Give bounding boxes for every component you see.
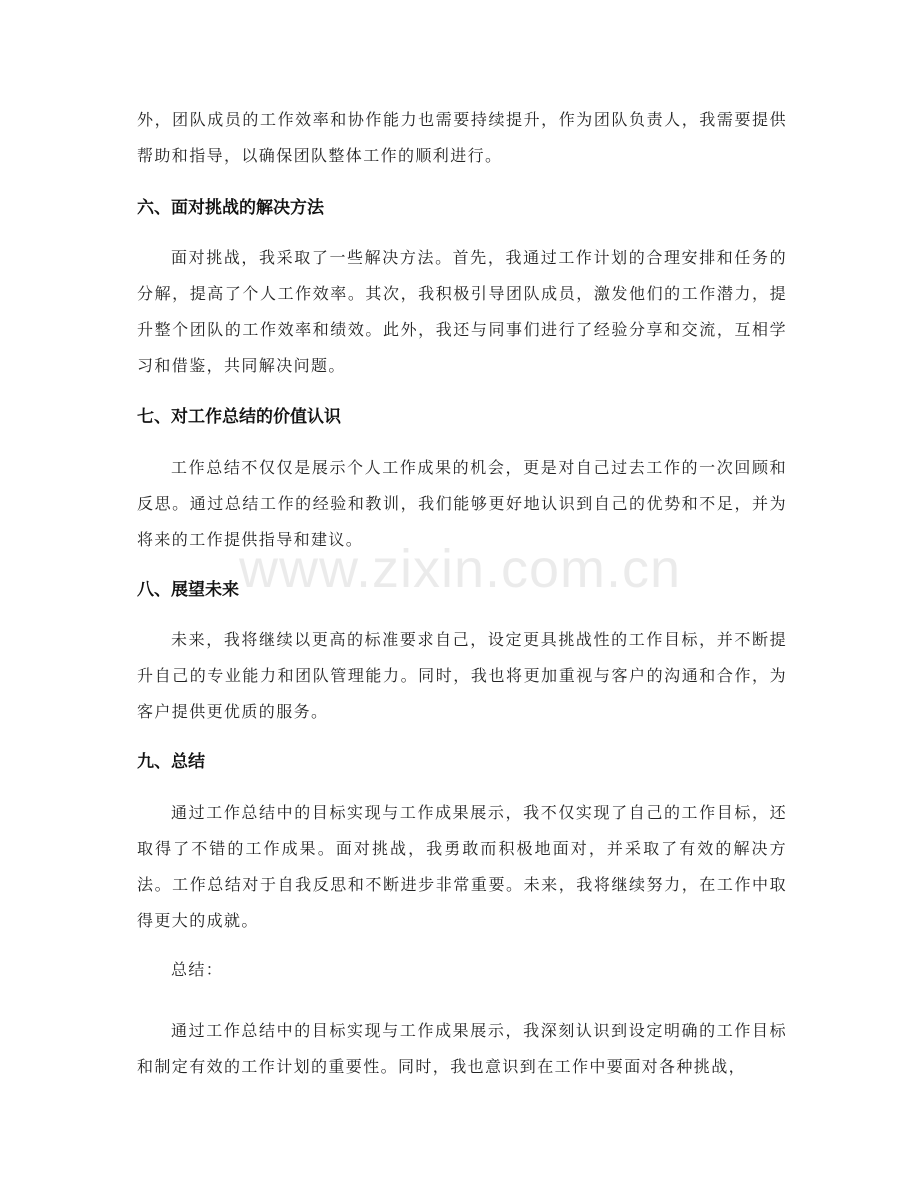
section-heading-6: 六、面对挑战的解决方法 — [137, 198, 324, 218]
paragraph-summary-label: 总结： — [171, 960, 224, 979]
paragraph-intro-continuation: 外，团队成员的工作效率和协作能力也需要持续提升，作为团队负责人，我需要提供帮助和指导，以确保团队整体工作的顺利进行。 — [137, 110, 787, 165]
section-heading-8: 八、展望未来 — [137, 580, 239, 600]
paragraph-final-summary: 通过工作总结中的目标实现与工作成果展示，我深刻认识到设定明确的工作目标和制定有效的工作计划的重要性。同时，我也意识到在工作中要面对各种挑战， — [137, 1021, 787, 1076]
paragraph-summary-value: 工作总结不仅仅是展示个人工作成果的机会，更是对自己过去工作的一次回顾和反思。通过总结工作的经验和教训，我们能够更好地认识到自己的优势和不足，并为将来的工作提供指导和建议。 — [137, 458, 787, 549]
paragraph-outlook: 未来，我将继续以更高的标准要求自己，设定更具挑战性的工作目标，并不断提升自己的专业能力和团队管理能力。同时，我也将更加重视与客户的沟通和合作，为客户提供更优质的服务。 — [137, 630, 787, 721]
section-heading-9: 九、总结 — [137, 752, 205, 772]
paragraph-solutions: 面对挑战，我采取了一些解决方法。首先，我通过工作计划的合理安排和任务的分解，提高了个人工作效率。其次，我积极引导团队成员，激发他们的工作潜力，提升整个团队的工作效率和绩效。此外，我还与同事们进行了经验分享和交流，互相学习和借鉴，共同解决问题。 — [137, 248, 787, 375]
paragraph-conclusion: 通过工作总结中的目标实现与工作成果展示，我不仅实现了自己的工作目标，还取得了不错的工作成果。面对挑战，我勇敢而积极地面对，并采取了有效的解决方法。工作总结对于自我反思和不断进步非常重要。未来，我将继续努力，在工作中取得更大的成就。 — [137, 803, 787, 930]
section-heading-7: 七、对工作总结的价值认识 — [137, 407, 341, 427]
watermark-text: www.zixin.com.cn — [238, 539, 682, 599]
